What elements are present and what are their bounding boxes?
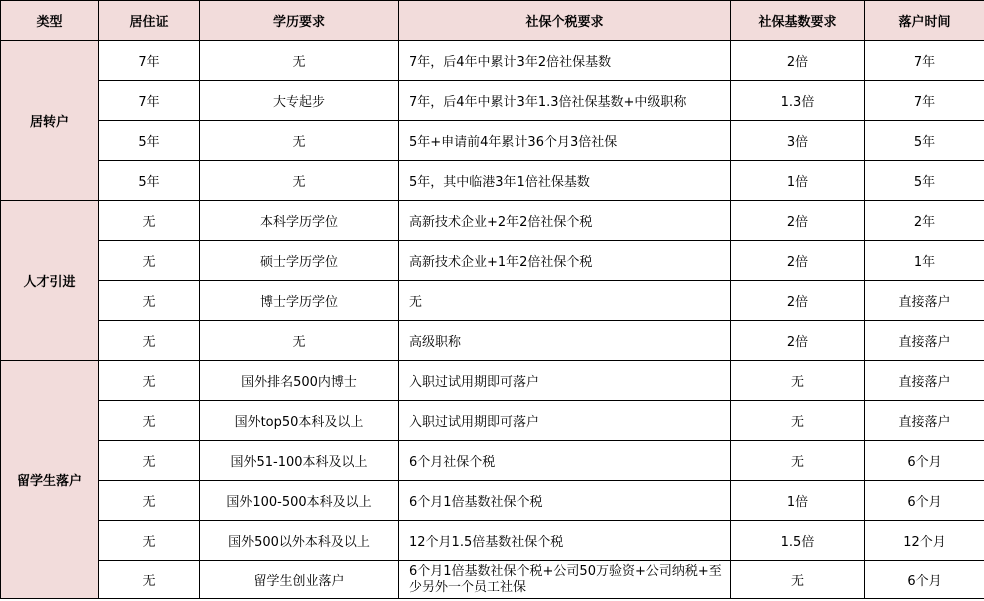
table-row [1,521,984,561]
settlement-time-cell: 直接落户 [865,401,984,441]
education-cell: 国外500以外本科及以上 [200,521,399,561]
residence-permit-cell: 5年 [99,121,200,161]
base-multiple-cell: 1.5倍 [731,521,865,561]
residence-permit-cell: 无 [99,281,200,321]
base-multiple-cell: 2倍 [731,281,865,321]
requirement-cell: 5年，其中临港3年1倍社保基数 [399,161,731,201]
table-row [1,121,984,161]
base-multiple-cell: 1倍 [731,481,865,521]
requirement-cell: 6个月社保个税 [399,441,731,481]
settlement-time-cell: 2年 [865,201,984,241]
settlement-time-cell: 5年 [865,121,984,161]
table-row [1,241,984,281]
education-cell: 国外top50本科及以上 [200,401,399,441]
education-cell: 本科学历学位 [200,201,399,241]
table-row [1,81,984,121]
header-settlement-time: 落户时间 [865,1,984,41]
residence-permit-cell: 无 [99,361,200,401]
requirement-cell: 无 [399,281,731,321]
requirement-cell: 7年，后4年中累计3年1.3倍社保基数+中级职称 [399,81,731,121]
table-row [1,361,984,401]
header-base-multiple: 社保基数要求 [731,1,865,41]
settlement-time-cell: 6个月 [865,481,984,521]
residence-permit-cell: 无 [99,481,200,521]
education-cell: 国外51-100本科及以上 [200,441,399,481]
education-cell: 硕士学历学位 [200,241,399,281]
residence-permit-cell: 无 [99,201,200,241]
header-education: 学历要求 [200,1,399,41]
table-row [1,401,984,441]
table-row [1,281,984,321]
table-row [1,561,984,599]
education-cell: 国外排名500内博士 [200,361,399,401]
settlement-time-cell: 7年 [865,41,984,81]
table-row [1,321,984,361]
table-row [1,201,984,241]
residence-permit-cell: 7年 [99,41,200,81]
base-multiple-cell: 无 [731,361,865,401]
education-cell: 无 [200,161,399,201]
education-cell: 无 [200,41,399,81]
base-multiple-cell: 2倍 [731,241,865,281]
residence-permit-cell: 5年 [99,161,200,201]
settlement-time-cell: 直接落户 [865,321,984,361]
requirement-cell: 高新技术企业+1年2倍社保个税 [399,241,731,281]
requirement-cell: 7年，后4年中累计3年2倍社保基数 [399,41,731,81]
category-cell-talent-introduction: 人才引进 [1,201,99,361]
base-multiple-cell: 1倍 [731,161,865,201]
header-row [1,1,984,41]
category-cell-residence-transfer: 居转户 [1,41,99,201]
settlement-time-cell: 直接落户 [865,281,984,321]
base-multiple-cell: 无 [731,441,865,481]
base-multiple-cell: 3倍 [731,121,865,161]
education-cell: 国外100-500本科及以上 [200,481,399,521]
base-multiple-cell: 2倍 [731,201,865,241]
residence-permit-cell: 无 [99,521,200,561]
residence-permit-cell: 无 [99,401,200,441]
settlement-time-cell: 12个月 [865,521,984,561]
education-cell: 留学生创业落户 [200,561,399,599]
base-multiple-cell: 1.3倍 [731,81,865,121]
education-cell: 博士学历学位 [200,281,399,321]
residence-permit-cell: 无 [99,441,200,481]
residence-permit-cell: 无 [99,241,200,281]
category-cell-overseas-student: 留学生落户 [1,361,99,599]
requirement-cell: 6个月1倍基数社保个税+公司50万验资+公司纳税+至少另外一个员工社保 [399,561,731,599]
base-multiple-cell: 无 [731,561,865,599]
header-residence-permit: 居住证 [99,1,200,41]
requirement-cell: 高级职称 [399,321,731,361]
education-cell: 无 [200,321,399,361]
residence-permit-cell: 无 [99,321,200,361]
table-row [1,41,984,81]
requirement-cell: 5年+申请前4年累计36个月3倍社保 [399,121,731,161]
requirement-cell: 入职过试用期即可落户 [399,401,731,441]
base-multiple-cell: 2倍 [731,41,865,81]
base-multiple-cell: 2倍 [731,321,865,361]
requirement-cell: 6个月1倍基数社保个税 [399,481,731,521]
education-cell: 无 [200,121,399,161]
residence-permit-cell: 无 [99,561,200,599]
settlement-time-cell: 1年 [865,241,984,281]
settlement-time-cell: 5年 [865,161,984,201]
requirement-cell: 入职过试用期即可落户 [399,361,731,401]
requirement-cell: 高新技术企业+2年2倍社保个税 [399,201,731,241]
table-row [1,161,984,201]
table-row [1,481,984,521]
header-social-security-tax: 社保个税要求 [399,1,731,41]
settlement-time-cell: 直接落户 [865,361,984,401]
education-cell: 大专起步 [200,81,399,121]
settlement-time-cell: 6个月 [865,441,984,481]
residence-permit-cell: 7年 [99,81,200,121]
base-multiple-cell: 无 [731,401,865,441]
settlement-time-cell: 6个月 [865,561,984,599]
requirement-cell: 12个月1.5倍基数社保个税 [399,521,731,561]
header-type: 类型 [1,1,99,41]
table-row [1,441,984,481]
settlement-time-cell: 7年 [865,81,984,121]
